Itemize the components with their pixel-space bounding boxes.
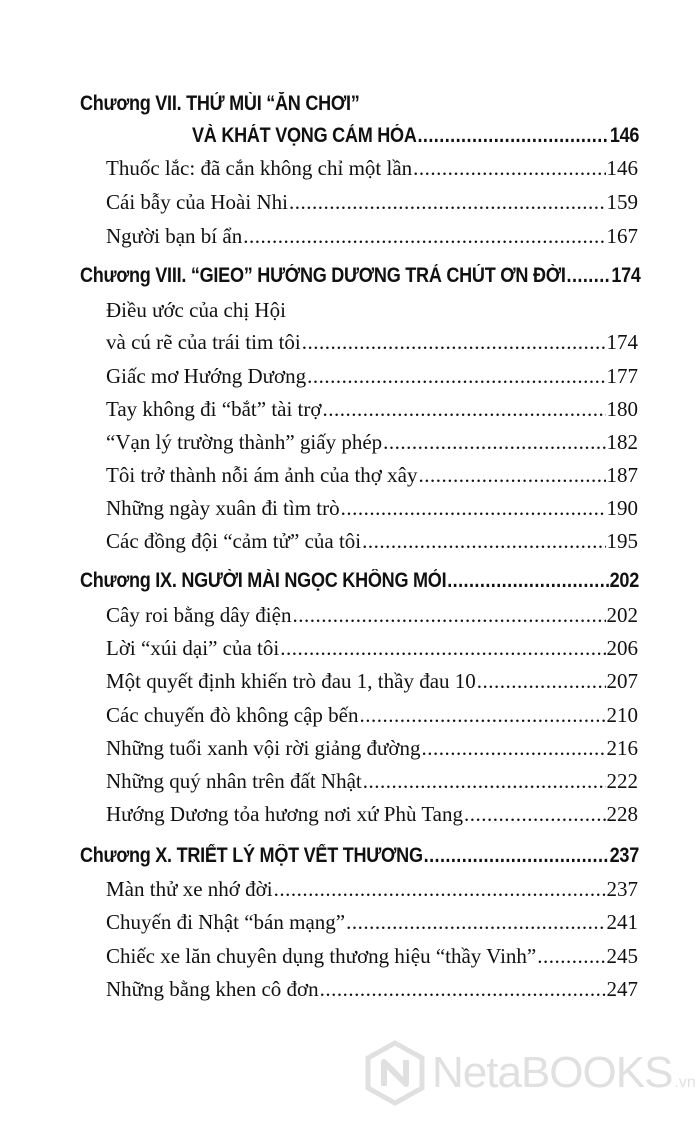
chapter-title-text: Chương IX. NGƯỜI MÀI NGỌC KHÔNG MỎI <box>80 569 447 592</box>
page-number: 174 <box>606 330 638 354</box>
toc-entry <box>106 224 638 249</box>
toc-entry <box>106 430 638 455</box>
dot-leader <box>274 877 606 902</box>
page-number: 146 <box>609 124 640 147</box>
chapter-title <box>80 92 372 116</box>
chapter-title-text: VÀ KHÁT VỌNG CẢM HÓA <box>192 124 417 147</box>
entry-title: Chuyến đi Nhật “bán mạng” <box>106 910 346 934</box>
entry-title: Màn thử xe nhớ đời <box>106 877 273 901</box>
page-number: 159 <box>606 190 638 214</box>
page-number: 222 <box>606 769 638 793</box>
page-number: 202 <box>606 603 638 627</box>
dot-leader <box>323 397 606 422</box>
page-number: 245 <box>606 944 638 968</box>
entry-title: Chiếc xe lăn chuyên dụng thương hiệu “thầy Vinh” <box>106 944 537 968</box>
entry-title: Hướng Dương tỏa hương nơi xứ Phù Tang <box>106 802 463 826</box>
entry-title: Người bạn bí ẩn <box>106 224 243 248</box>
dot-leader <box>537 944 605 969</box>
entry-title: Các chuyến đò không cập bến <box>106 703 359 727</box>
dot-leader <box>413 156 605 181</box>
chapter-title-text: Chương VII. THỬ MÙI “ĂN CHƠI” <box>80 92 360 115</box>
entry-title: Những bằng khen cô đơn <box>106 977 319 1001</box>
dot-leader <box>363 769 606 794</box>
dot-leader <box>418 463 605 488</box>
page-number: 167 <box>606 224 638 248</box>
page-number: 174 <box>611 264 641 287</box>
page-number: 187 <box>606 463 638 487</box>
toc-entry <box>106 364 638 389</box>
toc-entry <box>106 877 638 902</box>
dot-leader <box>447 569 609 593</box>
dot-leader <box>302 330 606 355</box>
entry-title: Tay không đi “bắt” tài trợ <box>106 397 322 421</box>
page-number: 237 <box>606 877 638 901</box>
entry-title: và cú rẽ của trái tim tôi <box>106 330 301 354</box>
dot-leader <box>320 977 606 1002</box>
toc-entry <box>106 603 638 628</box>
watermark-suffix: .vn <box>674 1074 696 1091</box>
dot-leader <box>292 603 605 628</box>
entry-title: Tôi trở thành nỗi ám ảnh của thợ xây <box>106 463 418 487</box>
dot-leader <box>421 736 605 761</box>
watermark <box>362 1038 696 1108</box>
chapter-title <box>80 569 639 593</box>
dot-leader <box>307 364 605 389</box>
toc-entry <box>106 802 638 827</box>
toc-entry <box>106 529 638 554</box>
toc-entry <box>106 636 638 661</box>
entry-title: Thuốc lắc: đã cắn không chỉ một lần <box>106 156 413 180</box>
entry-title: Những quý nhân trên đất Nhật <box>106 769 362 793</box>
chapter-title-line <box>192 124 639 148</box>
toc-entry <box>106 156 638 181</box>
page-number: 241 <box>606 910 638 934</box>
toc-entry <box>106 496 638 521</box>
dot-leader <box>477 669 606 694</box>
page-number: 216 <box>606 736 638 760</box>
page-number: 202 <box>609 569 639 592</box>
watermark-brand: NetaBOOKS <box>432 1048 673 1097</box>
page-number: 210 <box>606 703 638 727</box>
entry-title: Giấc mơ Hướng Dương <box>106 364 307 388</box>
dot-leader <box>346 910 605 935</box>
page-number: 247 <box>606 977 638 1001</box>
chapter-title <box>80 264 641 288</box>
chapter-title-text: Chương VIII. “GIEO” HƯỚNG DƯƠNG TRẢ CHÚT ƠN ĐỜI <box>80 264 566 287</box>
toc-entry <box>106 944 638 969</box>
netabooks-logo-icon <box>362 1040 428 1106</box>
toc-entry-line <box>106 298 638 323</box>
toc-entry <box>106 769 638 794</box>
dot-leader <box>417 124 609 148</box>
dot-leader <box>280 636 605 661</box>
toc-entry <box>106 463 638 488</box>
page-number: 190 <box>606 496 638 520</box>
page-number: 206 <box>606 636 638 660</box>
dot-leader <box>362 529 605 554</box>
entry-title: Các đồng đội “cảm tử” của tôi <box>106 529 362 553</box>
page-number: 180 <box>606 397 638 421</box>
toc-entry <box>106 669 638 694</box>
page-number: 177 <box>606 364 638 388</box>
dot-leader <box>289 190 606 215</box>
entry-title: Lời “xúi dại” của tôi <box>106 636 280 660</box>
dot-leader <box>341 496 606 521</box>
entry-title: Cây roi bằng dây điện <box>106 603 292 627</box>
dot-leader <box>243 224 605 249</box>
dot-leader <box>464 802 606 827</box>
entry-title: Những tuổi xanh vội rời giảng đường <box>106 736 421 760</box>
chapter-title-text: Chương X. TRIẾT LÝ MỘT VẾT THƯƠNG <box>80 844 423 867</box>
page-number: 146 <box>606 156 638 180</box>
page-number: 237 <box>609 844 639 867</box>
chapter-title <box>80 844 639 868</box>
dot-leader <box>424 844 609 868</box>
toc-entry <box>106 397 638 422</box>
dot-leader <box>360 703 606 728</box>
dot-leader <box>567 264 611 288</box>
entry-title: “Vạn lý trường thành” giấy phép <box>106 430 383 454</box>
page-number: 228 <box>606 802 638 826</box>
entry-title: Một quyết định khiến trò đau 1, thầy đau 10 <box>106 669 476 693</box>
entry-title: Điều ước của chị Hội <box>106 298 286 322</box>
page-number: 207 <box>606 669 638 693</box>
toc-entry <box>106 977 638 1002</box>
toc-entry <box>106 736 638 761</box>
page-number: 195 <box>606 529 638 553</box>
toc-entry <box>106 910 638 935</box>
dot-leader <box>383 430 605 455</box>
entry-title: Cái bẫy của Hoài Nhi <box>106 190 288 214</box>
toc-entry <box>106 330 638 355</box>
page-number: 182 <box>606 430 638 454</box>
entry-title: Những ngày xuân đi tìm trò <box>106 496 340 520</box>
toc-entry <box>106 190 638 215</box>
toc-entry <box>106 703 638 728</box>
